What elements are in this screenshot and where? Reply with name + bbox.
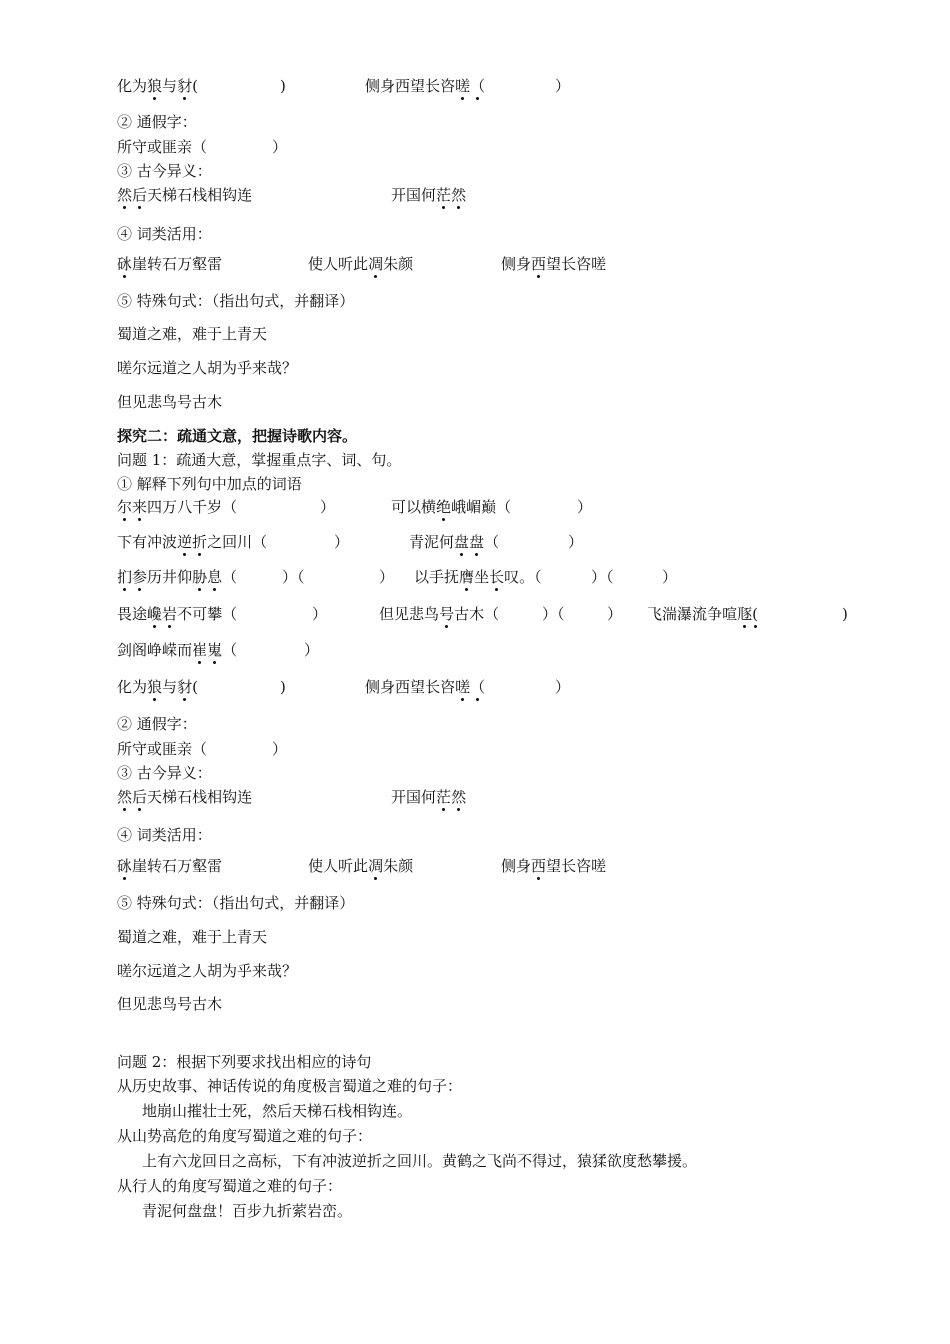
emphasis-dot-char: 狼 [147, 77, 163, 95]
q2-answer-2: 上有六龙回日之高标，下有冲波逆折之回川。黄鹤之飞尚不得过，猿猱欲度愁攀援。 [142, 1152, 698, 1170]
emphasis-dot-char: 胁 [192, 568, 208, 586]
q2-answer-1: 地崩山摧壮士死，然后天梯石栈相钩连。 [142, 1102, 413, 1120]
emphasis-dot-char: 嗟 [455, 678, 471, 696]
tongjia-heading-mid: ② 通假字： [117, 715, 197, 733]
emphasis-dot-char: 然 [117, 186, 133, 204]
emphasis-dot-char: 来 [132, 498, 148, 516]
ex12-phrase: 侧身西望长咨嗟（ [365, 678, 486, 696]
wolf-phrase: 化为狼与豺( [117, 77, 198, 95]
ex6-blank-mid: ）（ [591, 568, 614, 586]
cilei-phrase-3-mid: 侧身西望长咨嗟 [501, 857, 607, 875]
ex11-phrase: 化为狼与豺( [117, 678, 198, 696]
ex8-phrase: 但见悲鸟号古木（ [379, 605, 500, 623]
sentence-1-mid: 蜀道之难，难于上青天 [117, 928, 268, 946]
sentence-3-mid: 但见悲鸟号古木 [117, 995, 223, 1013]
explain-heading: ① 解释下列句中加点的词语 [117, 475, 302, 493]
ex7-phrase: 畏途巉岩不可攀（ [117, 605, 238, 623]
emphasis-dot-char: ( [752, 605, 758, 623]
ex10-phrase: 剑阁峥嵘而崔嵬（ [117, 641, 238, 659]
emphasis-dot-char: 凋 [368, 255, 384, 273]
ex3-blank-close: ） [334, 533, 350, 551]
tongjia-blank-close: ） [272, 138, 288, 156]
cejie-blank-close: ） [555, 77, 571, 95]
ex10-blank-close: ） [304, 641, 320, 659]
guyi-heading-top: ③ 古今异义： [117, 162, 212, 180]
sentence-3-top: 但见悲鸟号古木 [117, 393, 223, 411]
emphasis-dot-char: 茫 [436, 788, 452, 806]
emphasis-dot-char: 逆 [177, 533, 193, 551]
emphasis-dot-char: 折 [192, 533, 208, 551]
emphasis-dot-char: 砯 [117, 857, 133, 875]
emphasis-dot-char: 息 [207, 568, 223, 586]
emphasis-dot-char: 扪 [117, 568, 133, 586]
emphasis-dot-char: 绝 [436, 498, 452, 516]
emphasis-dot-char: 豗 [737, 605, 753, 623]
emphasis-dot-char: 然 [451, 186, 467, 204]
tongjia-phrase: 所守或匪亲（ [117, 138, 208, 156]
cilei-phrase-2-mid: 使人听此凋朱颜 [308, 857, 414, 875]
emphasis-dot-char: 豺 [177, 77, 193, 95]
ex8-blank-close: ） [607, 605, 623, 623]
q2-prompt-3: 从行人的角度写蜀道之难的句子： [117, 1177, 343, 1195]
emphasis-dot-char: 巉 [147, 605, 163, 623]
ex3-phrase: 下有冲波逆折之回川（ [117, 533, 268, 551]
emphasis-dot-char: 然 [117, 788, 133, 806]
ex4-phrase: 青泥何盘盘（ [409, 533, 500, 551]
ex11-blank-close: ) [280, 678, 286, 696]
ex2-blank-close: ） [577, 498, 593, 516]
wolf-blank-close: ) [280, 77, 286, 95]
emphasis-dot-char: 参 [132, 568, 148, 586]
cilei-heading-mid: ④ 词类活用： [117, 826, 212, 844]
ex12-blank-close: ） [555, 678, 571, 696]
question-1: 问题 1：疏通大意，掌握重点字、词、句。 [117, 451, 402, 469]
ex6-phrase: 以手抚膺坐长叹。（ [414, 568, 542, 586]
cilei-phrase-1: 砯崖转石万壑雷 [117, 255, 223, 273]
emphasis-dot-char: 西 [531, 857, 547, 875]
sentence-1-top: 蜀道之难，难于上青天 [117, 325, 268, 343]
emphasis-dot-char: 长 [489, 568, 505, 586]
emphasis-dot-char: 岩 [162, 605, 178, 623]
emphasis-dot-char: 狼 [147, 678, 163, 696]
emphasis-dot-char: 凋 [368, 857, 384, 875]
emphasis-dot-char: 后 [132, 186, 148, 204]
ex9-phrase: 飞湍瀑流争喧豗( [647, 605, 758, 623]
teshu-heading-mid: ⑤ 特殊句式：（指出句式，并翻译） [117, 894, 355, 912]
ex4-blank-close: ） [568, 533, 584, 551]
tongjia-heading-top: ② 通假字： [117, 113, 197, 131]
sentence-2-top: 嗟尔远道之人胡为乎来哉？ [117, 359, 298, 377]
ex1-phrase: 尔来四万八千岁（ [117, 498, 238, 516]
guyi-phrase-2-mid: 开国何茫然 [391, 788, 467, 806]
ex5-blank-close: ） [379, 568, 395, 586]
guyi-phrase-2: 开国何茫然 [391, 186, 467, 204]
emphasis-dot-char: 西 [531, 255, 547, 273]
emphasis-dot-char: 砯 [117, 255, 133, 273]
ex1-blank-close: ） [320, 498, 336, 516]
emphasis-dot-char: 盘 [454, 533, 470, 551]
emphasis-dot-char: 豺 [177, 678, 193, 696]
cilei-phrase-3: 侧身西望长咨嗟 [501, 255, 607, 273]
emphasis-dot-char: 号 [439, 605, 455, 623]
cilei-phrase-2: 使人听此凋朱颜 [308, 255, 414, 273]
emphasis-dot-char: 盘 [469, 533, 485, 551]
teshu-heading-top: ⑤ 特殊句式：（指出句式，并翻译） [117, 292, 355, 310]
ex9-blank-close: ) [842, 605, 848, 623]
ex6-blank-close: ） [662, 568, 678, 586]
emphasis-dot-char: 然 [451, 788, 467, 806]
cilei-heading-top: ④ 词类活用： [117, 225, 212, 243]
emphasis-dot-char: 嗟 [455, 77, 471, 95]
tongjia-blank-close-mid: ） [272, 740, 288, 758]
emphasis-dot-char: 膺 [459, 568, 475, 586]
q2-prompt-2: 从山势高危的角度写蜀道之难的句子： [117, 1127, 373, 1145]
emphasis-dot-char: 嵬 [207, 641, 223, 659]
emphasis-dot-char: 后 [132, 788, 148, 806]
section-title: 探究二：疏通文意，把握诗歌内容。 [117, 427, 358, 445]
q2-answer-3: 青泥何盘盘！百步九折萦岩峦。 [142, 1202, 353, 1220]
ex5-blank-mid: ）（ [282, 568, 305, 586]
emphasis-dot-char: 茫 [436, 186, 452, 204]
guyi-phrase-1-mid: 然后天梯石栈相钩连 [117, 788, 253, 806]
cejie-phrase: 侧身西望长咨嗟（ [365, 77, 486, 95]
q2-prompt-1: 从历史故事、神话传说的角度极言蜀道之难的句子： [117, 1077, 463, 1095]
question-2: 问题 2：根据下列要求找出相应的诗句 [117, 1053, 372, 1071]
ex2-phrase: 可以横绝峨嵋巅（ [391, 498, 512, 516]
sentence-2-mid: 嗟尔远道之人胡为乎来哉？ [117, 962, 298, 980]
guyi-phrase-1: 然后天梯石栈相钩连 [117, 186, 253, 204]
emphasis-dot-char: （ [470, 77, 486, 95]
ex8-blank-mid: ）（ [542, 605, 565, 623]
emphasis-dot-char: （ [470, 678, 486, 696]
emphasis-dot-char: 崔 [192, 641, 208, 659]
ex7-blank-close: ） [312, 605, 328, 623]
guyi-heading-mid: ③ 古今异义： [117, 764, 212, 782]
cilei-phrase-1-mid: 砯崖转石万壑雷 [117, 857, 223, 875]
tongjia-phrase-mid: 所守或匪亲（ [117, 740, 208, 758]
ex5-phrase: 扪参历井仰胁息（ [117, 568, 238, 586]
emphasis-dot-char: 尔 [117, 498, 133, 516]
